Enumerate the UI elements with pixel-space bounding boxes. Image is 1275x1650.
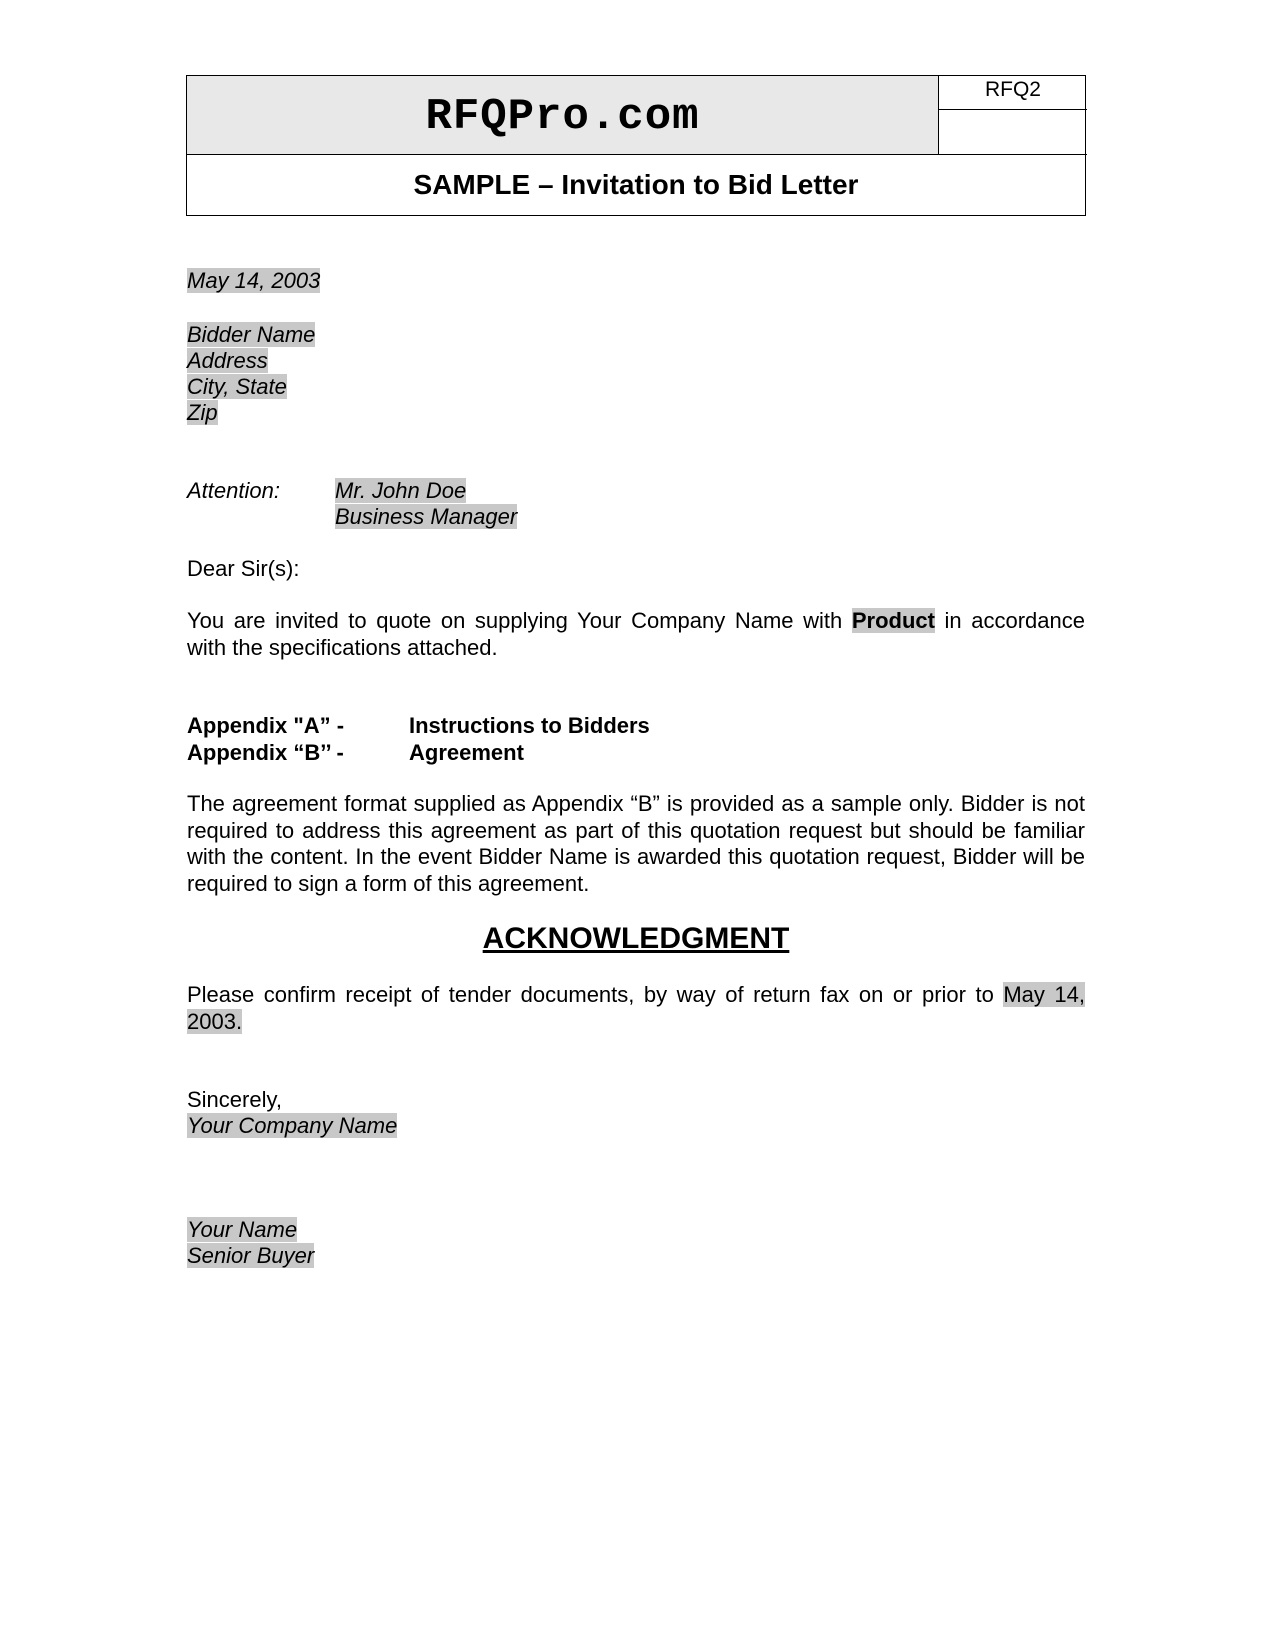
signer-name: Your Name (187, 1217, 298, 1242)
product-placeholder: Product (851, 608, 935, 633)
company-name: Your Company Name (187, 1113, 398, 1138)
signer-title: Senior Buyer (187, 1243, 315, 1268)
attention-name: Mr. John Doe (335, 478, 467, 503)
recipient-zip: Zip (187, 400, 218, 425)
attention-title: Business Manager (335, 504, 518, 529)
salutation: Dear Sir(s): (187, 556, 300, 581)
logo-text: RFQPro.com (425, 92, 700, 142)
recipient-city-state: City, State (187, 374, 287, 399)
logo-cell (187, 76, 939, 155)
document-code: RFQ2 (939, 76, 1087, 110)
letter-date: May 14, 2003 (187, 268, 321, 293)
blank-cell (939, 110, 1087, 155)
acknowledgment-date: May 14, 2003. (187, 982, 1085, 1034)
appendix-a-label: Appendix "A” - (187, 713, 345, 738)
appendix-b-label: Appendix “B’’ - (187, 740, 344, 765)
acknowledgment-heading: ACKNOWLEDGMENT (482, 922, 790, 955)
closing: Sincerely, (187, 1087, 282, 1112)
intro-paragraph: You are invited to quote on supplying Your Company Name with Product in accordance with the specifications attached. (187, 608, 1085, 660)
document-header (186, 75, 1086, 216)
appendix-a-title: Instructions to Bidders (409, 713, 650, 738)
attention-label: Attention: (187, 478, 280, 503)
document-title: SAMPLE – Invitation to Bid Letter (413, 169, 859, 200)
recipient-address: Address (187, 348, 268, 373)
agreement-paragraph: The agreement format supplied as Appendix “B” is provided as a sample only. Bidder is not required to address this agreement as part of this quotation request but should be familiar with the content. In the event Bidder Name is awarded this quotation request, Bidder will be required to sign a form of this agreement. (187, 791, 1085, 896)
acknowledgment-paragraph: Please confirm receipt of tender documents, by way of return fax on or prior to May 14, 2003. (187, 982, 1085, 1034)
recipient-name: Bidder Name (187, 322, 316, 347)
appendix-b-title: Agreement (409, 740, 524, 765)
